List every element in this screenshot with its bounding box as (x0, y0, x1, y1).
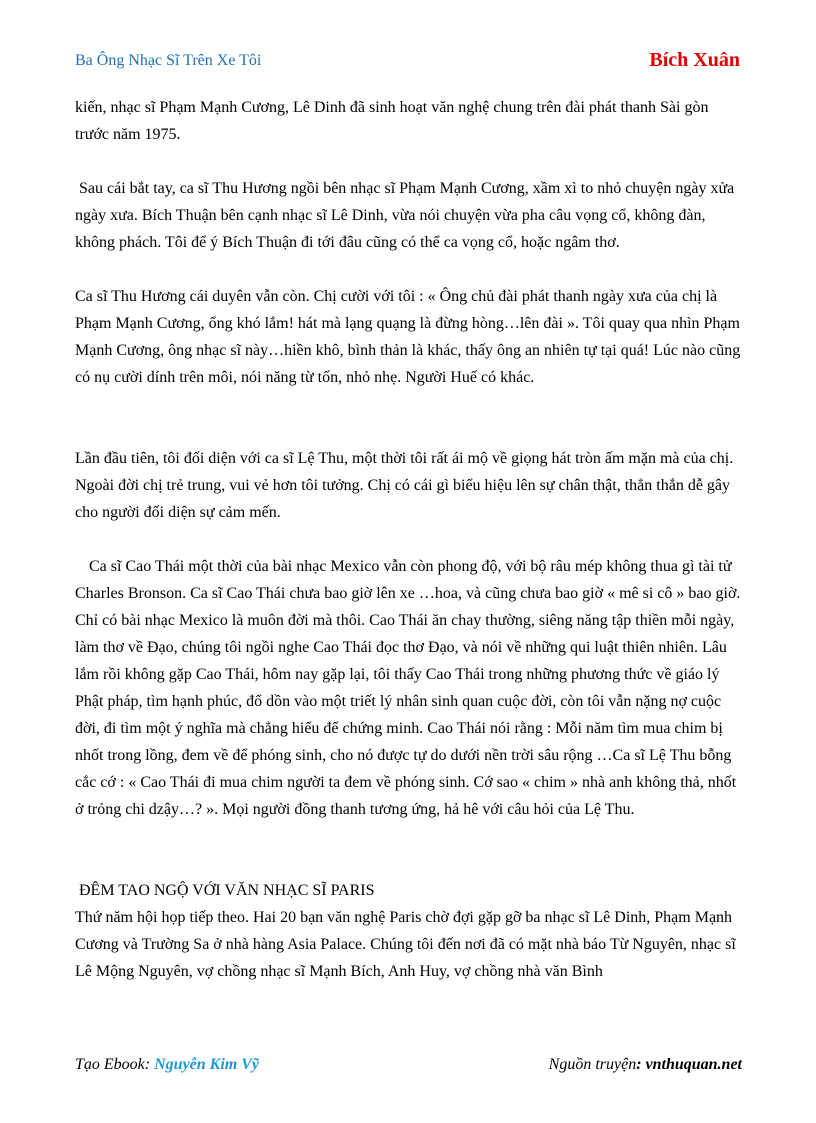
footer-source-site: vnthuquan.net (645, 1056, 742, 1073)
footer-source-credit: Nguồn truyện: vnthuquan.net (548, 1056, 742, 1073)
paragraph: Thứ năm hội họp tiếp theo. Hai 20 bạn văn nghệ Paris chờ đợi gặp gỡ ba nhạc sĩ Lê Dinh, Phạm Mạnh Cương và Trường Sa ở nhà hàng Asia Palace. Chúng tôi đến nơi đã có mặt nhà báo Từ Nguyên, nhạc sĩ Lê Mộng Nguyên, vợ chồng nhạc sĩ Mạnh Bích, Anh Huy, vợ chồng nhà văn Bình (75, 909, 736, 980)
section-heading: ĐÊM TAO NGỘ VỚI VĂN NHẠC SĨ PARIS (79, 882, 375, 899)
header-title: Ba Ông Nhạc Sĩ Trên Xe Tôi (75, 52, 262, 69)
paragraph-gap (75, 256, 745, 283)
footer-ebook-credit: Tạo Ebook: Nguyễn Kim Vỹ (75, 1056, 259, 1073)
paragraph-gap (75, 823, 745, 877)
footer-ebook-label: Tạo Ebook (75, 1056, 145, 1073)
paragraph: Lần đầu tiên, tôi đối diện với ca sĩ Lệ Thu, một thời tôi rất ái mộ về giọng hát tròn ấm mặn mà của chị. Ngoài đời chị trẻ trung, vui vẻ hơn tôi tưởng. Chị có cái gì biểu hiệu lên sự chân thật, thẳn thắn dễ gây cho người đối diện sự cảm mến. (75, 450, 734, 521)
footer-source-label: Nguồn truyện (548, 1056, 637, 1073)
paragraph-gap (75, 526, 745, 553)
paragraph: Ca sĩ Cao Thái một thời của bài nhạc Mexico vẫn còn phong độ, với bộ râu mép không thua gì tài tử Charles Bronson. Ca sĩ Cao Thái chưa bao giờ lên xe …hoa, và cũng chưa bao giờ « mê si cô » bao giờ. Chỉ có bài nhạc Mexico là muôn đời mà thôi. Cao Thái ăn chay thường, siêng năng tập thiền mỗi ngày, làm thơ về Đạo, chúng tôi ngồi nghe Cao Thái đọc thơ Đạo, và nói về những qui luật thiên nhiên. Lâu lắm rồi không gặp Cao Thái, hôm nay gặp lại, tôi thấy Cao Thái trong những phương thức về giáo lý Phật pháp, tìm hạnh phúc, đổ dồn vào một triết lý nhân sinh quan cuộc đời, còn tôi vẫn nặng nợ cuộc đời, đi tìm một ý nghĩa mà chẳng hiểu để chứng minh. Cao Thái nói rằng : Mỗi năm tìm mua chim bị nhốt trong lồng, đem về để phóng sinh, cho nó được tự do dưới nền trời sâu rộng …Ca sĩ Lệ Thu bỗng cắc cớ : « Cao Thái đi mua chim người ta đem về phóng sinh. Cớ sao « chim » nhà anh không thả, nhốt ở trỏng chi dzậy…? ». Mọi người đồng thanh tương ứng, hả hê với câu hỏi của Lệ Thu. (75, 558, 741, 818)
paragraph: Sau cái bắt tay, ca sĩ Thu Hương ngồi bên nhạc sĩ Phạm Mạnh Cương, xầm xì to nhỏ chuyện ngày xửa ngày xưa. Bích Thuận bên cạnh nhạc sĩ Lê Dinh, vừa nói chuyện vừa pha câu vọng cổ, không đàn, không phách. Tôi để ý Bích Thuận đi tới đâu cũng có thể ca vọng cổ, hoặc ngâm thơ. (75, 180, 735, 251)
paragraph-gap (75, 391, 745, 445)
paragraph: kiến, nhạc sĩ Phạm Mạnh Cương, Lê Dinh đã sinh hoạt văn nghệ chung trên đài phát thanh Sài gòn trước năm 1975. (75, 99, 709, 143)
footer-ebook-name: Nguyễn Kim Vỹ (154, 1056, 259, 1073)
header-author: Bích Xuân (649, 49, 740, 71)
document-body (75, 94, 745, 985)
paragraph-gap (75, 148, 745, 175)
paragraph: Ca sĩ Thu Hương cái duyên vẫn còn. Chị cười với tôi : « Ông chủ đài phát thanh ngày xưa của chị là Phạm Mạnh Cương, ổng khó lắm! hát mà lạng quạng là đừng hòng…lên đài ». Tôi quay qua nhìn Phạm Mạnh Cương, ông nhạc sĩ này…hiền khô, bình thản là khác, thấy ông an nhiên tự tại quá! Lúc nào cũng có nụ cười dính trên môi, nói năng từ tốn, nhỏ nhẹ. Người Huế có khác. (75, 288, 741, 386)
